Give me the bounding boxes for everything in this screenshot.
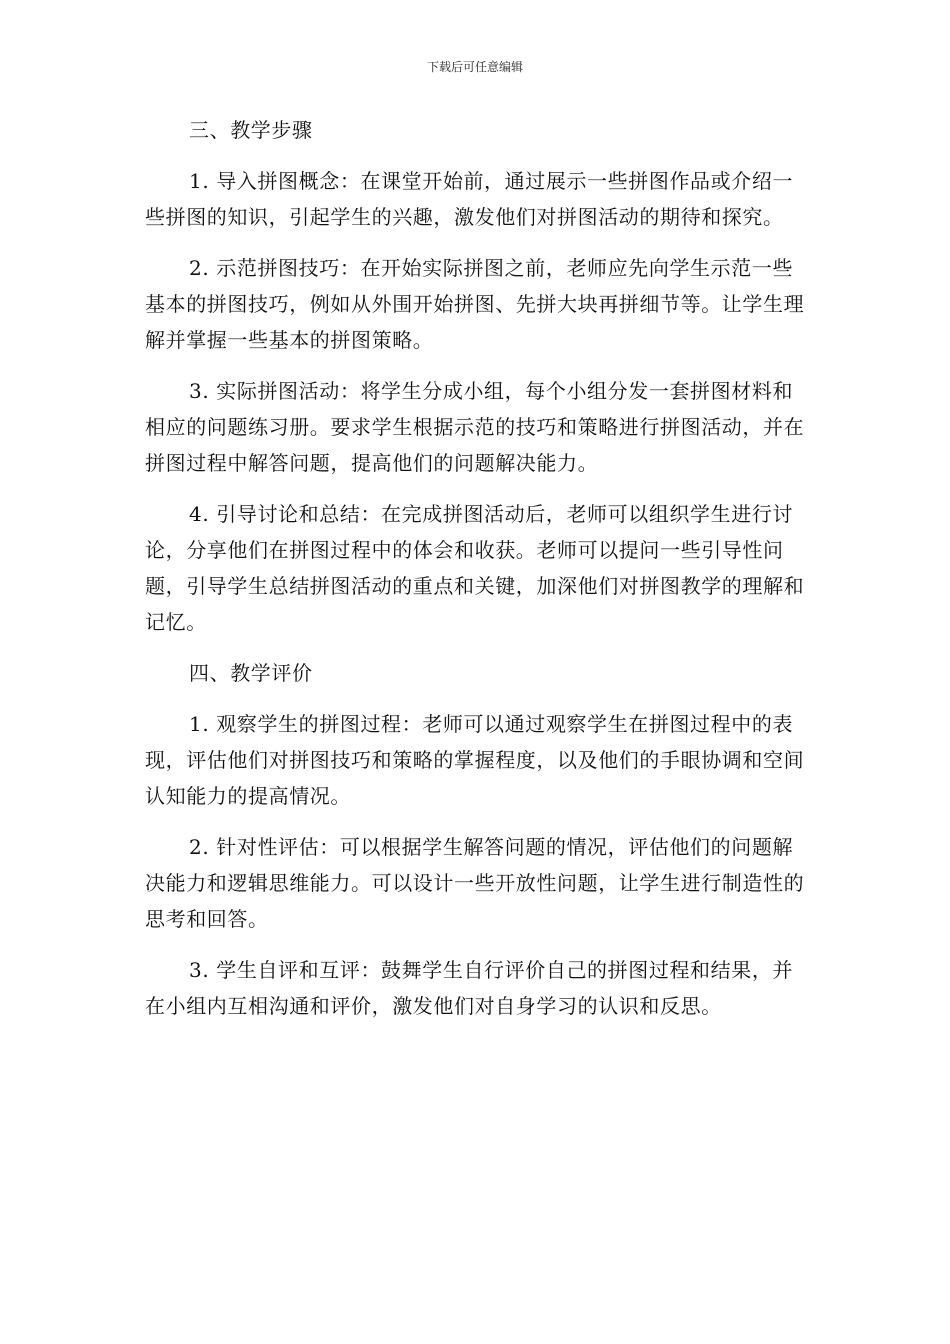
evaluation-2-paragraph: 2. 针对性评估：可以根据学生解答问题的情况，评估他们的问题解决能力和逻辑思维能力。可以设计一些开放性问题，让学生进行制造性的思考和回答。 — [145, 835, 805, 931]
step-2-paragraph: 2. 示范拼图技巧：在开始实际拼图之前，老师应先向学生示范一些基本的拼图技巧，例如从外围开始拼图、先拼大块再拼细节等。让学生理解并掌握一些基本的拼图策略。 — [145, 256, 805, 352]
evaluation-3-paragraph: 3. 学生自评和互评：鼓舞学生自行评价自己的拼图过程和结果，并在小组内互相沟通和评价，激发他们对自身学习的认识和反思。 — [145, 958, 794, 1018]
step-3-paragraph: 3. 实际拼图活动：将学生分成小组，每个小组分发一套拼图材料和相应的问题练习册。要求学生根据示范的技巧和策略进行拼图活动，并在拼图过程中解答问题，提高他们的问题解决能力。 — [145, 379, 805, 475]
step-1-paragraph: 1. 导入拼图概念：在课堂开始前，通过展示一些拼图作品或介绍一些拼图的知识，引起学生的兴趣，激发他们对拼图活动的期待和探究。 — [145, 169, 794, 229]
header-note: 下载后可任意编辑 — [426, 60, 523, 74]
step-4-paragraph: 4. 引导讨论和总结：在完成拼图活动后，老师可以组织学生进行讨论，分享他们在拼图过程中的体会和收获。老师可以提问一些引导性问题，引导学生总结拼图活动的重点和关键，加深他们对拼图教学的理解和记忆。 — [145, 502, 805, 634]
document-body — [145, 112, 810, 1039]
section-heading-teaching-steps: 三、教学步骤 — [189, 118, 313, 142]
evaluation-1-paragraph: 1. 观察学生的拼图过程：老师可以通过观察学生在拼图过程中的表现，评估他们对拼图技巧和策略的掌握程度，以及他们的手眼协调和空间认知能力的提高情况。 — [145, 712, 805, 808]
section-heading-teaching-evaluation: 四、教学评价 — [189, 661, 313, 685]
